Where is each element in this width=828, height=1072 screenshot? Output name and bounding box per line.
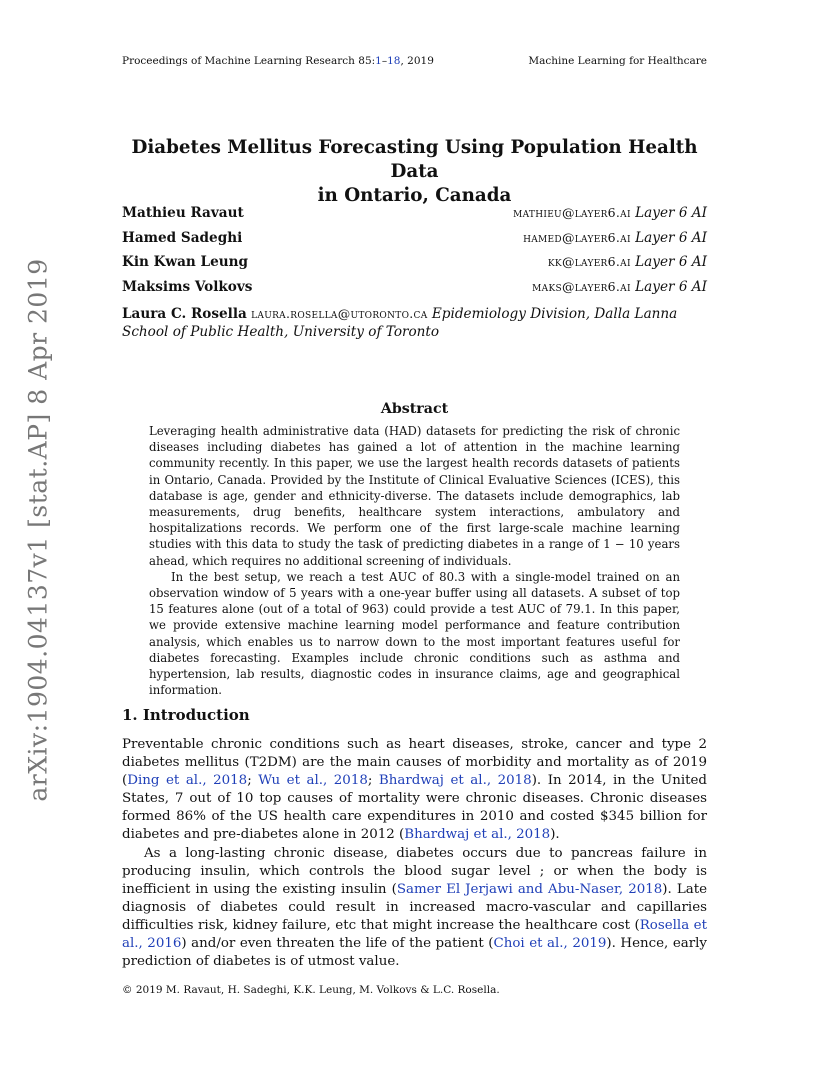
author-row: [122, 205, 707, 230]
author-email: kk@layer6.ai: [547, 254, 631, 269]
citation-link[interactable]: Bhardwaj et al., 2018: [404, 827, 551, 843]
author-row: [122, 254, 707, 279]
author-affiliation: Layer 6 AI: [635, 229, 707, 246]
abstract-body: [149, 423, 680, 698]
intro-text: ).: [550, 827, 560, 843]
author-email: maks@layer6.ai: [532, 278, 631, 294]
citation-link[interactable]: Samer El Jerjawi and Abu-Naser, 2018: [396, 881, 663, 897]
citation-link[interactable]: Rosella et al., 2016: [122, 917, 707, 952]
intro-text: ). Hence, early prediction of diabetes is of utmost value.: [122, 936, 707, 970]
intro-text: ;: [367, 773, 379, 789]
abstract-paragraph-2: In the best setup, we reach a test AUC of 80.3 with a single-model trained on an observation window of 5 years with a one-year buffer using all datasets. A subset of top 15 features alone (out of a total of 963) could provide a test AUC of 79.1. In this paper, we provide extensive machine learning model performance and feature contribution analysis, which enables us to narrow down to the most important features useful for diabetes forecasting. Examples include chronic conditions such as asthma and hypertension, lab results, diagnostic codes in insurance claims, age and geographical information.: [149, 569, 680, 698]
author-name: Laura C. Rosella: [122, 306, 247, 322]
title-line-2: in Ontario, Canada: [317, 185, 512, 206]
header-year: , 2019: [400, 55, 434, 67]
intro-text: ). In 2014, in the United States, 7 out of 10 top causes of mortality were chronic diseases. Chronic diseases formed 86% of the US health care expenditures in 2010 and costed $345 billion for diabetes and pre-diabetes alone in 2012 (: [122, 773, 707, 843]
running-header-right: Machine Learning for Healthcare: [528, 55, 707, 67]
citation-link[interactable]: Choi et al., 2019: [493, 936, 607, 952]
paper-title: [122, 136, 707, 208]
author-contact: [513, 205, 707, 221]
header-page-link-end[interactable]: 18: [387, 55, 401, 67]
last-author: [122, 305, 707, 341]
citation-link[interactable]: Wu et al., 2018: [258, 773, 368, 789]
author-affiliation: Epidemiology Division, Dalla Lanna School of Public Health, University of Toronto: [122, 306, 678, 340]
citation-link[interactable]: Ding et al., 2018: [127, 773, 248, 789]
intro-text: ;: [247, 773, 259, 789]
author-name: Mathieu Ravaut: [122, 205, 244, 221]
header-dash: –: [381, 55, 388, 67]
copyright-footer: © 2019 M. Ravaut, H. Sadeghi, K.K. Leung, M. Volkovs & L.C. Rosella.: [122, 984, 500, 996]
author-row: [122, 279, 707, 304]
author-affiliation: Layer 6 AI: [635, 254, 707, 270]
author-row: [122, 230, 707, 255]
author-name: Hamed Sadeghi: [122, 229, 243, 246]
section-heading-introduction: 1. Introduction: [122, 706, 250, 724]
header-proceedings: Proceedings of Machine Learning Research 85:: [122, 55, 376, 67]
author-name: Maksims Volkovs: [122, 278, 253, 295]
author-name: Kin Kwan Leung: [122, 254, 249, 270]
abstract-paragraph-1: Leveraging health administrative data (HAD) datasets for predicting the risk of chronic diseases including diabetes has gained a lot of attention in the machine learning community recently. In this paper, we use the largest health records datasets of patients in Ontario, Canada. Provided by the Institute of Clinical Evaluative Sciences (ICES), this database is age, gender and ethnicity-diverse. The datasets include demographics, lab measurements, drug benefits, healthcare system interactions, ambulatory and hospitalizations records. We perform one of the first large-scale machine learning studies with this data to study the task of predicting diabetes in a range of 1 − 10 years ahead, which requires no additional screening of individuals.: [149, 424, 680, 568]
author-contact: [548, 254, 707, 270]
header-page-link-start[interactable]: 1: [375, 55, 382, 67]
author-contact: [532, 279, 707, 295]
intro-text: Preventable chronic conditions such as heart diseases, stroke, cancer and type 2 diabetes mellitus (T2DM) are the main causes of morbidity and mortality as of 2019 (: [122, 737, 707, 789]
author-affiliation: Layer 6 AI: [635, 205, 707, 221]
abstract-heading: Abstract: [380, 401, 449, 417]
introduction-body: [122, 736, 707, 971]
author-email: hamed@layer6.ai: [523, 229, 631, 245]
running-header-left: [122, 55, 434, 67]
title-line-1: Diabetes Mellitus Forecasting Using Population Health Data: [131, 137, 698, 182]
citation-link[interactable]: Bhardwaj et al., 2018: [378, 773, 532, 789]
arxiv-stamp: arXiv:1904.04137v1 [stat.AP] 8 Apr 2019: [23, 258, 53, 802]
intro-text: ). Late diagnosis of diabetes could result in increased macro-vascular and capillaries difficulties risk, kidney failure, etc that might increase the healthcare cost (: [122, 881, 708, 933]
intro-paragraph-2: [122, 845, 707, 972]
author-contact: [523, 230, 707, 246]
author-email: mathieu@layer6.ai: [513, 205, 631, 220]
author-block: [122, 205, 707, 341]
author-email: laura.rosella@utoronto.ca: [251, 306, 428, 321]
intro-text: ) and/or even threaten the life of the patient (: [181, 936, 494, 952]
author-affiliation: Layer 6 AI: [635, 278, 707, 295]
intro-text: As a long-lasting chronic disease, diabetes occurs due to pancreas failure in producing insulin, which controls the blood sugar level ; or when the body is inefficient in using the existing insulin (: [122, 845, 707, 897]
intro-paragraph-1: [122, 736, 707, 845]
